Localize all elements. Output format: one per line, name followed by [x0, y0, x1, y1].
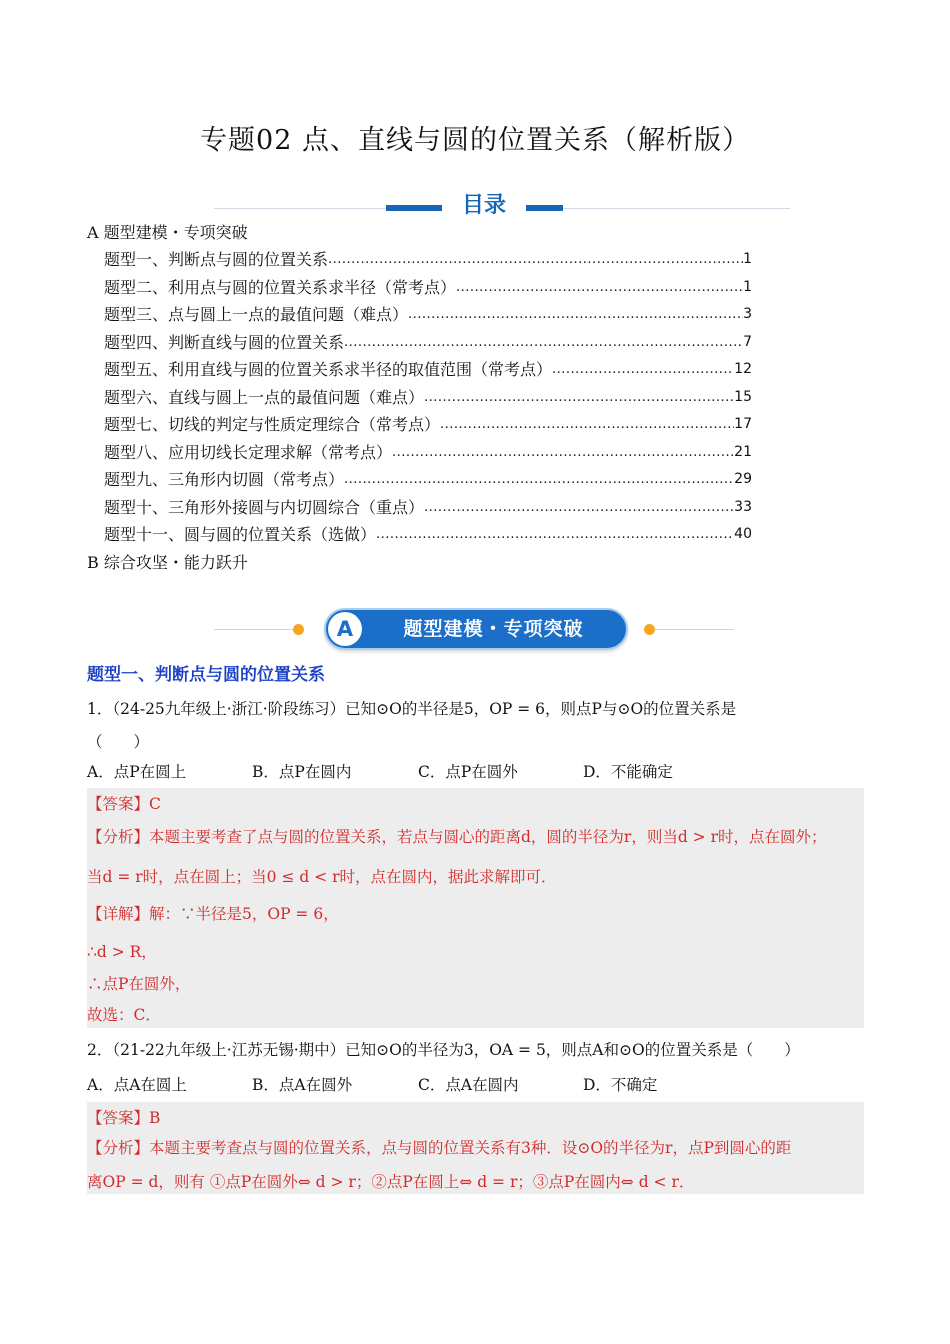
q1-analysis-line2: 当d = r时，点在圆上；当0 ≤ d < r时，点在圆内，据此求解即可．: [87, 868, 557, 886]
toc-item[interactable]: 题型八、应用切线长定理求解（常考点） ..... 21: [87, 439, 752, 467]
q1-detail-line3: ∴点P在圆外，: [87, 975, 191, 993]
banner-line-left: [214, 629, 294, 630]
toc-item[interactable]: 题型三、点与圆上一点的最值问题（难点） ..... 3: [87, 301, 752, 329]
toc-item[interactable]: 题型二、利用点与圆的位置关系求半径（常考点） ..... 1: [87, 274, 752, 302]
q1-paren: （ ）: [87, 733, 150, 751]
toc-section-b[interactable]: B 综合攻坚・能力跃升: [87, 552, 248, 572]
banner-letter: A: [328, 612, 362, 646]
question-type-heading: 题型一、判断点与圆的位置关系: [87, 665, 325, 685]
q2-analysis-line1: 【分析】本题主要考查点与圆的位置关系，点与圆的位置关系有3种．设⊙O的半径为r，点P到圆心的距: [87, 1139, 792, 1157]
q1-option-a: A．点P在圆上: [87, 763, 187, 781]
toc-item[interactable]: 题型七、切线的判定与性质定理综合（常考点） ..... 17: [87, 411, 752, 439]
q1-option-b: B．点P在圆内: [252, 763, 352, 781]
q2-analysis-line2: 离OP = d，则有 ①点P在圆外⇔ d > r；②点P在圆上⇔ d = r；③点P在圆内⇔ d < r．: [87, 1173, 695, 1191]
q2-stem: 2．（21-22九年级上·江苏无锡·期中）已知⊙O的半径为3，OA = 5，则点A和⊙O的位置关系是（ ）: [87, 1041, 800, 1059]
banner-line-right: [654, 629, 734, 630]
q1-detail-line1: 【详解】解：∵半径是5，OP = 6，: [87, 905, 339, 923]
q2-answer: 【答案】B: [87, 1109, 161, 1127]
q2-answer-box: [87, 1102, 864, 1194]
toc-item[interactable]: 题型六、直线与圆上一点的最值问题（难点） ..... 15: [87, 384, 752, 412]
q1-answer-box: [87, 788, 864, 1028]
q1-answer: 【答案】C: [87, 795, 161, 813]
q1-option-c: C．点P在圆外: [418, 763, 518, 781]
q1-detail-line4: 故选：C．: [87, 1006, 161, 1024]
table-of-contents: [87, 219, 752, 576]
page-title: 专题02 点、直线与圆的位置关系（解析版）: [200, 125, 750, 156]
toc-item[interactable]: 题型四、判断直线与圆的位置关系 ..... 7: [87, 329, 752, 357]
toc-item[interactable]: 题型一、判断点与圆的位置关系 ..... 1: [87, 246, 752, 274]
q2-option-a: A．点A在圆上: [87, 1076, 187, 1094]
toc-item[interactable]: 题型九、三角形内切圆（常考点） ..... 29: [87, 466, 752, 494]
toc-item[interactable]: 题型五、利用直线与圆的位置关系求半径的取值范围（常考点） ..... 12: [87, 356, 752, 384]
toc-section-a[interactable]: A 题型建模・专项突破: [87, 223, 248, 242]
q1-analysis-line1: 【分析】本题主要考查了点与圆的位置关系，若点与圆心的距离d，圆的半径为r，则当d > r时，点在圆外；: [87, 828, 827, 846]
banner-dot-right: [644, 624, 655, 635]
q2-option-c: C．点A在圆内: [418, 1076, 519, 1094]
q1-stem: 1．（24-25九年级上·浙江·阶段练习）已知⊙O的半径是5，OP = 6，则点P与⊙O的位置关系是: [87, 700, 737, 718]
banner-text: 题型建模・专项突破: [403, 618, 584, 640]
section-banner: [214, 605, 734, 653]
toc-item[interactable]: 题型十一、圆与圆的位置关系（选做） ..... 40: [87, 521, 752, 549]
toc-item[interactable]: 题型十、三角形外接圆与内切圆综合（重点） ..... 33: [87, 494, 752, 522]
q1-detail-line2: ∴d > R，: [87, 943, 157, 961]
q1-option-d: D．不能确定: [583, 763, 673, 781]
q2-option-b: B．点A在圆外: [252, 1076, 353, 1094]
q2-option-d: D．不确定: [583, 1076, 658, 1094]
banner-dot-left: [293, 624, 304, 635]
toc-label: 目录: [442, 188, 526, 219]
